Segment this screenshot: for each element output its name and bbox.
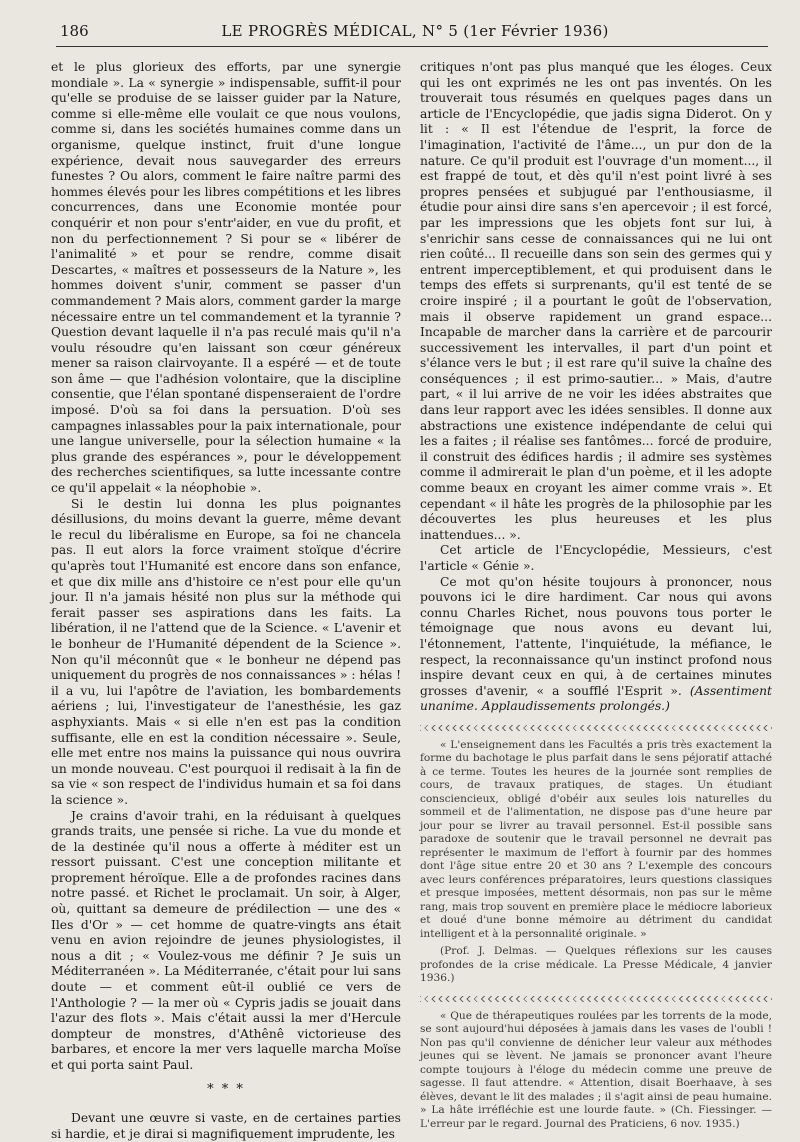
quote-box-1 bbox=[420, 739, 772, 986]
right-paragraph-3-text: Ce mot qu'on hésite toujours à prononcer, nous pouvons ici le dire hardiment. Car nous qui avons connu Charles Richet, nous pouvons tous porter le témoignage que nous avons eu devant lui, l'étonnement, l'attente, l'inquiétude, la méfiance, le respect, la reconnaissance qu'un instinct profond nous inspire devant ceux en qui, à de certaines minutes grosses d'avenir, « a soufflé l'Esprit ». bbox=[420, 574, 772, 698]
left-paragraph-4: Devant une œuvre si vaste, en de certaines parties si hardie, et je dirai si magnifiquement imprudente, les bbox=[51, 1111, 401, 1141]
header-rule bbox=[56, 46, 768, 47]
wavy-divider-1 bbox=[420, 725, 772, 731]
left-column bbox=[51, 60, 401, 1142]
wavy-divider-2 bbox=[420, 996, 772, 1002]
right-paragraph-3 bbox=[420, 575, 772, 715]
quote-1-text: « L'enseignement dans les Facultés a pris très exactement la forme du bachotage le plus parfait dans le sens péjoratif attaché à ce terme. Toutes les heures de la journée sont remplies de cours, de travaux pratiques, de stages. Un étudiant consciencieux, obligé d'obéir aux seules lois naturelles du sommeil et de l'alimentation, ne dispose pas d'une heure par jour pour se livrer au travail personnel. Est-il possible sans paradoxe de soutenir que le travail personnel ne devrait pas représenter le maximum de l'effort à fournir par des hommes dont l'âge situe entre 20 et 30 ans ? L'exemple des concours avec leurs conférences préparatoires, leurs questions classiques et presque imposées, mettent désormais, non pas sur le même rang, mais trop souvent en première place le médiocre laborieux et doué d'une bonne mémoire au détriment du candidat intelligent et à la personnalité originale. » bbox=[420, 738, 772, 940]
left-paragraph-1: et le plus glorieux des efforts, par une synergie mondiale ». La « synergie » indispensable, suffit-il pour qu'elle se produise de se laisser guider par la Nature, comme si elle-même elle voulait ce que nous voulons, comme si, dans les sociétés humaines comme dans un organisme, quelque instinct, fruit d'une longue expérience, devait nous sauvegarder des erreurs funestes ? Ou alors, comment le faire naître parmi des hommes élevés pour les libres compétitions et les libres concurrences, dans une Economie montée pour conquérir et non pour s'entr'aider, en vue du profit, et non du perfectionnement ? Si pour se « libérer de l'animalité » et pour se rendre, comme disait Descartes, « maîtres et possesseurs de la Nature », les hommes doivent s'unir, comment se passer d'un commandement ? Mais alors, comment garder la marge nécessaire entre un tel commandement et la tyrannie ? Question devant laquelle il n'a pas reculé mais qu'il n'a voulu résoudre qu'en laissant son cœur généreux mener sa raison clairvoyante. Il a espéré — et de toute son âme — que l'adhésion volontaire, que la discipline consentie, que l'élan spontané dispenseraient de l'ordre imposé. D'où sa foi dans la persuation. D'où ses campagnes inlassables pour la paix internationale, pour une langue universelle, pour la sélection humaine « la plus grande des espérances », pour le développement des recherches scientifiques, sa lutte incessante contre ce qu'il appelait « la néophobie ». bbox=[51, 60, 401, 496]
section-separator: * * * bbox=[207, 1081, 245, 1097]
quote-box-2 bbox=[420, 1010, 772, 1132]
journal-title: LE PROGRÈS MÉDICAL, N° 5 (1er Février 1936) bbox=[221, 22, 609, 40]
right-column bbox=[420, 60, 772, 1131]
left-paragraph-2: Si le destin lui donna les plus poignantes désillusions, du moins devant la guerre, même devant le recul du libéralisme en Europe, sa foi ne chancela pas. Il eut alors la force vraiment stoïque d'écrire qu'après tout l'Humanité est encore dans son enfance, et que dix mille ans d'histoire ce n'est pour elle qu'un jour. Il n'a jamais hésité non plus sur la méthode qui ferait passer ses aspirations dans les faits. La libération, il ne l'attend que de la Science. « L'avenir et le bonheur de l'Humanité dépendent de la Science ». Non qu'il méconnût que « le bonheur ne dépend pas uniquement du progrès de nos connaissances » : hélas ! il a vu, lui l'apôtre de l'aviation, les bombardements aériens ; lui, l'investigateur de l'anesthésie, les gaz asphyxiants. Mais « si elle n'en est pas la condition suffisante, elle en est la condition nécessaire ». Seule, elle met entre nos mains la puissance qui nous ouvrira un monde nouveau. C'est pourquoi il redisait à la fin de sa vie « son respect de l'individus humain et sa foi dans la science ». bbox=[51, 496, 402, 807]
right-paragraph-2: Cet article de l'Encyclopédie, Messieurs, c'est l'article « Génie ». bbox=[420, 543, 772, 573]
left-paragraph-3: Je crains d'avoir trahi, en la réduisant à quelques grands traits, une pensée si riche. La vue du monde et de la destinée qu'il nous a offerte à méditer est un ressort puissant. C'est une conception militante et proprement héroïque. Elle a de profondes racines dans notre passé. et Richet le proclamait. Un soir, à Alger, où, quittant sa demeure de prédilection — une des « Iles d'Or » — cet homme de quatre-vingts ans était venu en avion rejoindre de jeunes physiologistes, il nous a dit ; « Voulez-vous me définir ? Je suis un Méditerranéen ». La Méditerranée, c'était pour lui sans doute — et comment eût-il oublié ce vers de l'Anthologie ? — la mer où « Cypris jadis se jouait dans l'azur des flots ». Mais c'était aussi la mer d'Hercule dompteur de monstres, d'Athênê victorieuse des barbares, et encore la mer vers laquelle marcha Moïse et qui porta saint Paul. bbox=[51, 808, 401, 1072]
quote-1-reference: (Prof. J. Delmas. — Quelques réflexions sur les causes profondes de la crise médicale. La Presse Médicale, 4 janvier 1936.) bbox=[420, 945, 772, 985]
page-number: 186 bbox=[60, 22, 89, 40]
right-paragraph-1: critiques n'ont pas plus manqué que les éloges. Ceux qui les ont exprimés ne les ont pas inventés. On les trouverait tous résumés en quelques pages dans un article de l'Encyclopédie, que jadis signa Diderot. On y lit : « Il est l'étendue de l'esprit, la force de l'imagination, l'activité de l'âme..., un pur don de la nature. Ce qu'il produit est l'ouvrage d'un moment..., il est frappé de tout, et dès qu'il n'est point livré à ses propres pensées et subjugué par l'enthousiasme, il étudie pour ainsi dire sans s'en apercevoir ; il est forcé, par les impressions que les objets font sur lui, à s'enrichir sans cesse de connaissances qui ne lui ont rien coûté... Il recueille dans son sein des germes qui y entrent imperceptiblement, et qui produisent dans le temps des effets si surprenants, qu'il est tenté de se croire inspiré ; il a pourtant le goût de l'observation, mais il observe rapidement un grand espace... Incapable de marcher dans la carrière et de parcourir successivement les intervalles, il part d'un point et s'élance vers le but ; il est rare qu'il suive la chaîne des conséquences ; il est primo-sautier... » Mais, d'autre part, « il lui arrive de ne voir les idées abstraites que dans leur rapport avec les idées sensibles. Il donne aux abstractions une existence indépendante de celui qui les a faites ; il réalise ses fantômes... forcé de produire, il construit des édifices hardis ; il admire ses systèmes comme il admirerait le plan d'un poème, et il les adopte comme beaux en croyant les aimer comme vrais ». Et cependant « il hâte les progrès de la philosophie par les découvertes les plus heureuses et les plus inattendues... ». bbox=[420, 60, 772, 542]
quote-2-text: « Que de thérapeutiques roulées par les torrents de la mode, se sont aujourd'hui déposées à jamais dans les vases de l'oubli ! Non pas qu'il convienne de dénicher leur valeur aux méthodes jeunes qui se lèvent. Ne jamais se prononcer avant l'heure compte toujours à l'éloge du médecin comme une preuve de sagesse. Il faut attendre. « Attention, disait Boerhaave, à ses élèves, devant le lit des malades ; il s'agit ainsi de peau humaine. » La hâte irréfléchie est une lourde faute. » (Ch. Fiessinger. — L'erreur par le regard. Journal des Praticiens, 6 nov. 1935.) bbox=[420, 1009, 772, 1130]
applause-note: (Assentiment unanime. Applaudissements prolongés.) bbox=[420, 683, 772, 714]
running-header bbox=[60, 20, 770, 42]
